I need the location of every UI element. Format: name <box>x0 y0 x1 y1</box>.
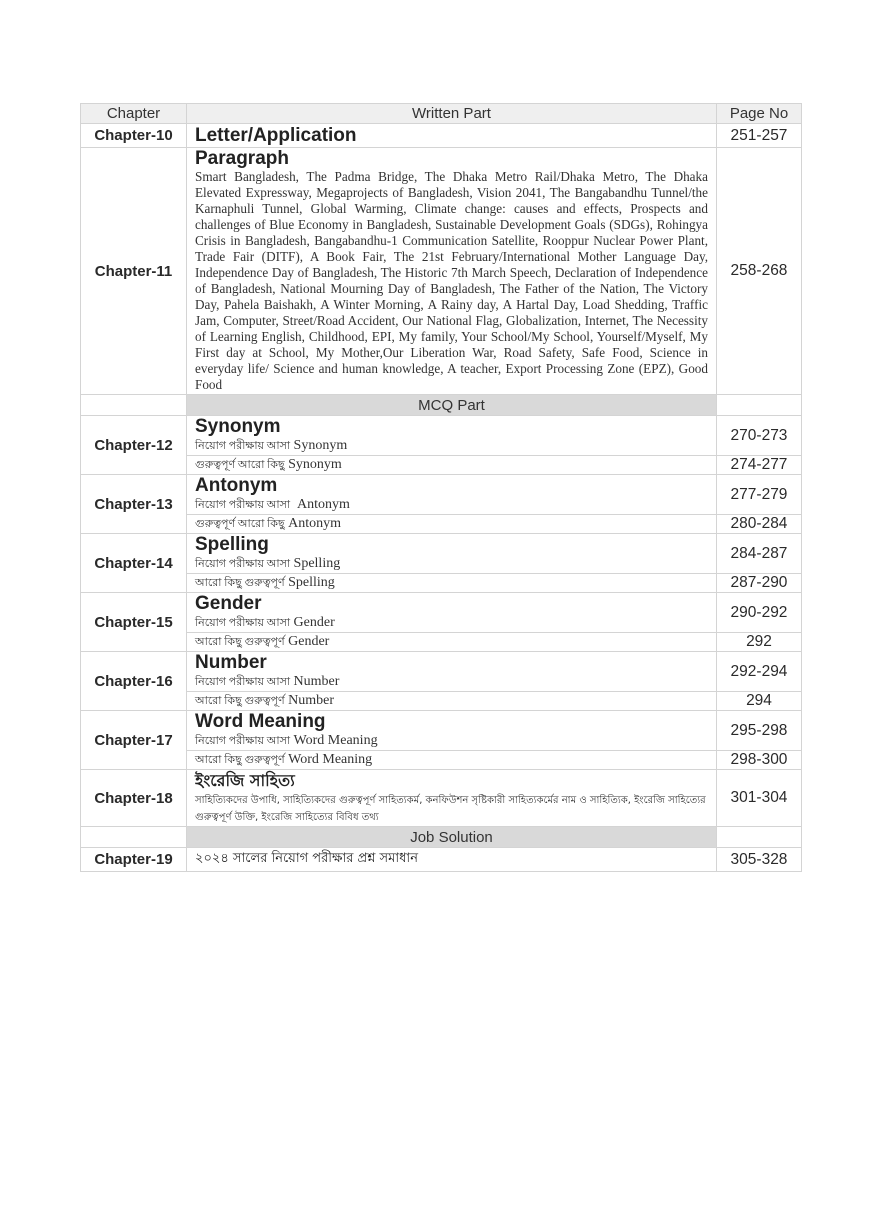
chapter-label: Chapter-13 <box>81 475 187 534</box>
chapter-title: Gender <box>195 593 262 614</box>
subsection-exam <box>187 614 716 632</box>
section-row-job-solution <box>81 827 802 848</box>
subsection-extra <box>187 574 717 593</box>
section-title-job-solution: Job Solution <box>187 827 717 848</box>
subsection-bn: নিয়োগ পরীক্ষায় আসা <box>195 440 291 452</box>
page-range: 287-290 <box>717 574 802 593</box>
page-range: 301-304 <box>717 770 802 827</box>
subsection-bn: আরো কিছু গুরুত্বপূর্ণ <box>195 695 285 707</box>
table-row-chapter-10 <box>81 124 802 148</box>
subsection-extra <box>187 751 717 770</box>
subsection-exam <box>187 673 716 691</box>
page-range: 298-300 <box>717 751 802 770</box>
table-row-chapter-17 <box>81 711 802 751</box>
subsection-bn: নিয়োগ পরীক্ষায় আসা <box>195 617 291 629</box>
subsection-exam <box>187 496 716 514</box>
subsection-bn: গুরুত্বপূর্ণ আরো কিছু <box>195 518 285 530</box>
table-row-chapter-15 <box>81 593 802 633</box>
subsection-bn: গুরুত্বপূর্ণ আরো কিছু <box>195 459 285 471</box>
chapter-title: ইংরেজি সাহিত্য <box>195 771 295 790</box>
page-range: 295-298 <box>717 711 802 751</box>
subsection-bn: আরো কিছু গুরুত্বপূর্ণ <box>195 577 285 589</box>
subsection-extra <box>187 515 717 534</box>
chapter-title: Letter/Application <box>187 124 717 148</box>
subsection-en: Word Meaning <box>288 752 373 767</box>
literature-topics: সাহিত্যিকদের উপাধি, সাহিত্যিকদের গুরুত্বপূর্ণ সাহিত্যকর্ম, কনফিউশন সৃষ্টিকারী সাহিত্যকর্মের নাম ও সাহিত্যিক, ইংরেজি সাহিত্যের গুরুত্বপূর্ণ উক্তি, ইংরেজি সাহিত্যের বিবিধ তথ্য <box>195 795 706 823</box>
page-range: 280-284 <box>717 515 802 534</box>
table-row-chapter-12 <box>81 416 802 456</box>
subsection-extra <box>187 692 717 711</box>
page-range: 292-294 <box>717 652 802 692</box>
subsection-en: Number <box>288 693 335 708</box>
section-spacer <box>717 827 802 848</box>
table-of-contents-page <box>80 103 801 872</box>
page-range: 251-257 <box>717 124 802 148</box>
subsection-en: Spelling <box>288 575 335 590</box>
page-range: 292 <box>717 633 802 652</box>
page-range: 290-292 <box>717 593 802 633</box>
chapter-content <box>187 534 717 574</box>
subsection-en: Spelling <box>293 556 341 571</box>
subsection-en: Word Meaning <box>293 733 378 748</box>
chapter-label: Chapter-16 <box>81 652 187 711</box>
paragraph-topics: Smart Bangladesh, The Padma Bridge, The Dhaka Metro Rail/Dhaka Metro, The Dhaka Elevated Expressway, Megaprojects of Bangladesh, Vision 2041, The Bangabandhu Tunnel/the Karnaphuli Tunnel, Global Warming, Climate change: causes and effects, Prospects and challenges of Blue Economy in Bangladesh, Sustainable Development Goals (SDGs), Rohingya Crisis in Bangladesh, Bangabandhu-1 Communication Satellite, Rooppur Nuclear Power Plant, Trade Fair (DITF), A Book Fair, The 21st February/International Mother Language Day, Independence Day of Bangladesh, The Historic 7th March Speech, Declaration of Independence of Bangladesh, National Mourning Day of Bangladesh, The Father of the Nation, The Victory Day, Pahela Baishakh, A Winter Morning, A Rainy day, A Hartal Day, Load Shedding, Traffic Jam, Computer, Street/Road Accident, Our National Flag, Globalization, Internet, The Necessity of Learning English, Childhood, EPI, My family, Your School/My School, Yourself/Myself, My First day at School, My Mother,Our Liberation War, Road Safety, Safe Food, Science in everyday life/ Science and human knowledge, A teacher, Export Processing Zone (EPZ), Good Food <box>195 169 708 392</box>
table-header-row <box>81 104 802 124</box>
table-row-chapter-16-extra <box>81 692 802 711</box>
table-row-chapter-12-extra <box>81 456 802 475</box>
subsection-exam <box>187 732 716 750</box>
page-range: 277-279 <box>717 475 802 515</box>
section-spacer <box>81 827 187 848</box>
chapter-title: ২০২৪ সালের নিয়োগ পরীক্ষার প্রশ্ন সমাধান <box>187 848 717 872</box>
chapter-label: Chapter-12 <box>81 416 187 475</box>
chapter-title: Synonym <box>195 416 281 437</box>
chapter-title: Antonym <box>195 475 278 496</box>
subsection-en: Gender <box>288 634 330 649</box>
subsection-extra <box>187 456 717 475</box>
table-row-chapter-13 <box>81 475 802 515</box>
chapter-content <box>187 711 717 751</box>
chapter-label: Chapter-11 <box>81 148 187 395</box>
page-range: 305-328 <box>717 848 802 872</box>
section-title-mcq: MCQ Part <box>187 395 717 416</box>
chapter-label: Chapter-14 <box>81 534 187 593</box>
page-range: 270-273 <box>717 416 802 456</box>
chapter-title: Word Meaning <box>195 711 326 732</box>
chapter-title: Number <box>195 652 267 673</box>
subsection-bn: নিয়োগ পরীক্ষায় আসা <box>195 735 291 747</box>
subsection-en: Gender <box>293 615 335 630</box>
table-row-chapter-14-extra <box>81 574 802 593</box>
table-row-chapter-13-extra <box>81 515 802 534</box>
chapter-label: Chapter-10 <box>81 124 187 148</box>
chapter-content <box>187 770 717 827</box>
section-row-mcq <box>81 395 802 416</box>
chapter-label: Chapter-19 <box>81 848 187 872</box>
chapter-content <box>187 148 717 395</box>
subsection-en: Synonym <box>288 457 342 472</box>
page-range: 274-277 <box>717 456 802 475</box>
chapter-content <box>187 416 717 456</box>
subsection-bn: আরো কিছু গুরুত্বপূর্ণ <box>195 636 285 648</box>
page-range: 294 <box>717 692 802 711</box>
subsection-bn: আরো কিছু গুরুত্বপূর্ণ <box>195 754 285 766</box>
section-spacer <box>81 395 187 416</box>
chapter-title: Paragraph <box>195 148 289 169</box>
chapter-label: Chapter-15 <box>81 593 187 652</box>
subsection-en: Synonym <box>293 438 348 453</box>
header-chapter: Chapter <box>81 104 187 124</box>
page-range: 258-268 <box>717 148 802 395</box>
chapter-label: Chapter-17 <box>81 711 187 770</box>
subsection-en: Antonym <box>288 516 342 531</box>
subsection-bn: নিয়োগ পরীক্ষায় আসা <box>195 558 291 570</box>
chapter-content <box>187 652 717 692</box>
subsection-en: Antonym <box>297 497 350 512</box>
chapter-content <box>187 475 717 515</box>
chapter-title: Spelling <box>195 534 269 555</box>
table-row-chapter-11 <box>81 148 802 395</box>
table-row-chapter-14 <box>81 534 802 574</box>
table-row-chapter-16 <box>81 652 802 692</box>
subsection-extra <box>187 633 717 652</box>
header-written-part: Written Part <box>187 104 717 124</box>
subsection-en: Number <box>293 674 340 689</box>
subsection-bn: নিয়োগ পরীক্ষায় আসা <box>195 676 291 688</box>
subsection-exam <box>187 437 716 455</box>
table-row-chapter-18 <box>81 770 802 827</box>
subsection-exam <box>187 555 716 573</box>
subsection-bn: নিয়োগ পরীক্ষায় আসা <box>195 499 291 511</box>
chapter-content <box>187 593 717 633</box>
page-range: 284-287 <box>717 534 802 574</box>
table-row-chapter-17-extra <box>81 751 802 770</box>
table-row-chapter-19 <box>81 848 802 872</box>
contents-table <box>80 103 802 872</box>
table-row-chapter-15-extra <box>81 633 802 652</box>
header-page-no: Page No <box>717 104 802 124</box>
section-spacer <box>717 395 802 416</box>
chapter-label: Chapter-18 <box>81 770 187 827</box>
